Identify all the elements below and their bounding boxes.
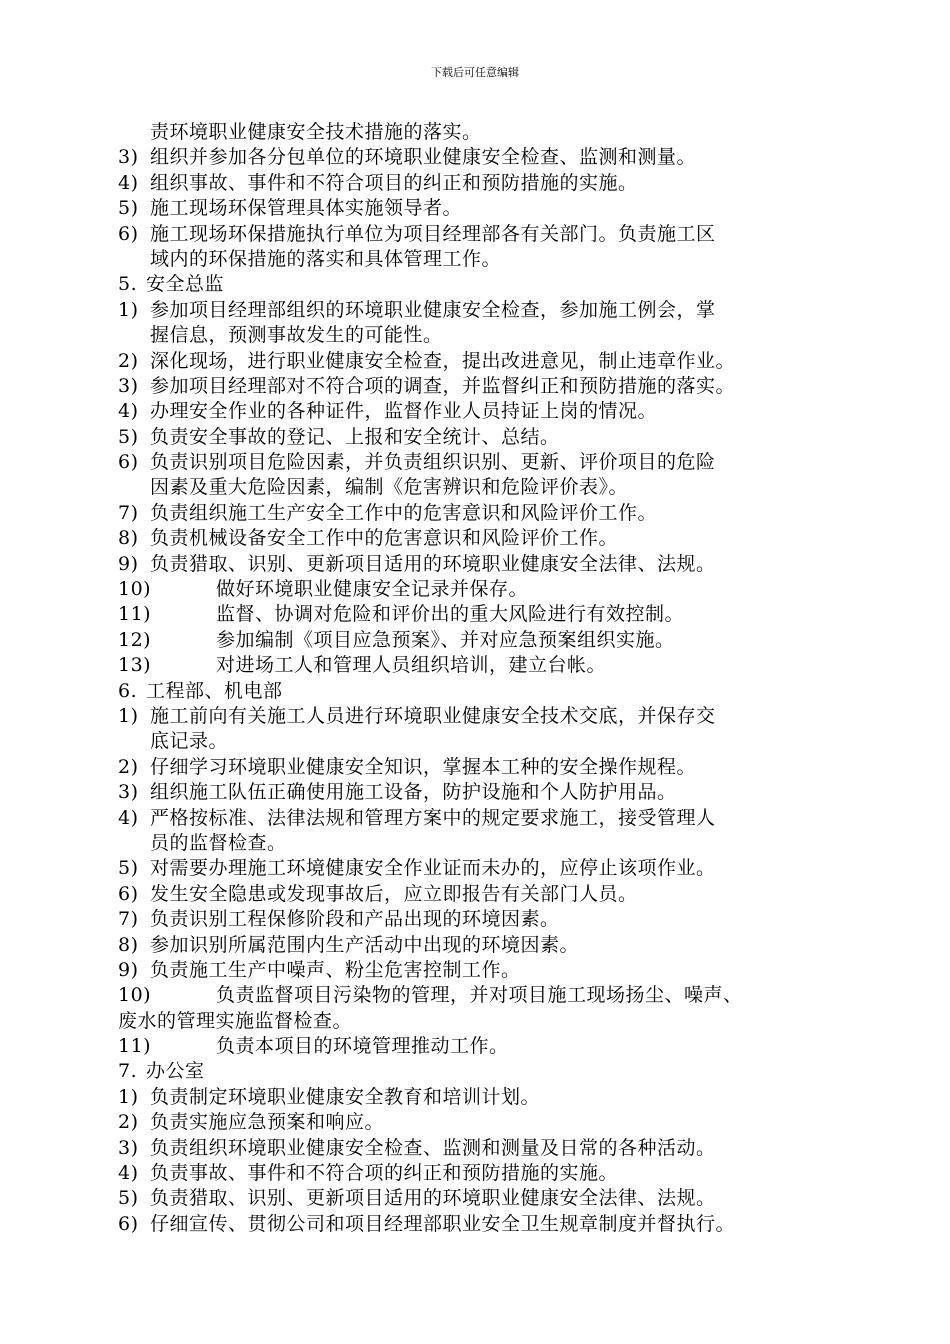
list-item xyxy=(118,526,838,551)
list-item-number: 3) xyxy=(118,1136,139,1159)
list-item xyxy=(118,628,838,653)
list-item-number: 7) xyxy=(118,908,139,931)
page-header-watermark: 下载后可任意编辑 xyxy=(431,66,519,79)
list-item xyxy=(118,806,838,831)
list-item-number: 6) xyxy=(118,1212,139,1235)
section-number: 7. xyxy=(118,1060,138,1083)
list-item-text: 负责安全事故的登记、上报和安全统计、总结。 xyxy=(150,425,560,448)
list-item-text: 负责实施应急预案和响应。 xyxy=(150,1111,385,1134)
list-item xyxy=(118,349,838,374)
list-item-text: 负责制定环境职业健康安全教育和培训计划。 xyxy=(150,1085,541,1108)
list-item xyxy=(118,475,838,500)
list-item-number: 1) xyxy=(118,298,139,321)
list-item-text: 负责识别工程保修阶段和产品出现的环境因素。 xyxy=(150,908,560,931)
list-item-number: 6) xyxy=(118,222,139,245)
list-item xyxy=(118,653,838,678)
list-item-text: 参加编制《项目应急预案》、并对应急预案组织实施。 xyxy=(216,628,675,651)
list-item xyxy=(118,552,838,577)
list-item-text: 组织并参加各分包单位的环境职业健康安全检查、监测和测量。 xyxy=(150,146,697,169)
list-item-number: 4) xyxy=(118,1162,139,1185)
list-item-number: 10) xyxy=(118,984,152,1007)
list-item-text: 参加项目经理部对不符合项的调查，并监督纠正和预防措施的落实。 xyxy=(150,374,736,397)
list-item-text: 组织事故、事件和不符合项目的纠正和预防措施的实施。 xyxy=(150,171,638,194)
list-item-number: 2) xyxy=(118,755,139,778)
list-item xyxy=(118,729,838,754)
document-body xyxy=(118,120,838,1237)
list-item-number: 5) xyxy=(118,197,139,220)
list-item xyxy=(118,399,838,424)
section-title: 安全总监 xyxy=(146,273,225,296)
section-number: 5. xyxy=(118,273,138,296)
list-item-number: 1) xyxy=(118,704,139,727)
list-item-text: 施工现场环保措施执行单位为项目经理部各有关部门。负责施工区 xyxy=(150,222,716,245)
list-item-number: 3) xyxy=(118,781,139,804)
list-item-text: 负责猎取、识别、更新项目适用的环境职业健康安全法律、法规。 xyxy=(150,1187,716,1210)
list-item-text: 办理安全作业的各种证件，监督作业人员持证上岗的情况。 xyxy=(150,400,658,423)
list-item-text: 握信息，预测事故发生的可能性。 xyxy=(150,324,443,347)
list-item-text: 参加识别所属范围内生产活动中出现的环境因素。 xyxy=(150,933,580,956)
list-item xyxy=(118,577,838,602)
list-item xyxy=(118,1085,838,1110)
list-item-number: 3) xyxy=(118,374,139,397)
list-item-number: 6) xyxy=(118,882,139,905)
list-item-text: 做好环境职业健康安全记录并保存。 xyxy=(216,578,529,601)
list-item-text: 参加项目经理部组织的环境职业健康安全检查，参加施工例会，掌 xyxy=(150,298,716,321)
list-item-text: 负责机械设备安全工作中的危害意识和风险评价工作。 xyxy=(150,527,619,550)
list-item-number: 2) xyxy=(118,1111,139,1134)
list-item-number: 6) xyxy=(118,451,139,474)
list-item-number: 5) xyxy=(118,425,139,448)
list-item-text: 负责识别项目危险因素，并负责组织识别、更新、评价项目的危险 xyxy=(150,451,716,474)
section-title: 工程部、机电部 xyxy=(146,679,283,702)
list-item xyxy=(118,1161,838,1186)
list-item-number: 1) xyxy=(118,1085,139,1108)
list-item xyxy=(118,1110,838,1135)
list-item-text: 负责监督项目污染物的管理，并对项目施工现场扬尘、噪声、 xyxy=(216,984,743,1007)
list-item-text: 负责事故、事件和不符合项的纠正和预防措施的实施。 xyxy=(150,1162,619,1185)
list-item xyxy=(118,1186,838,1211)
list-item xyxy=(118,755,838,780)
list-item xyxy=(118,171,838,196)
list-item xyxy=(118,856,838,881)
list-item xyxy=(118,501,838,526)
list-item-number: 9) xyxy=(118,552,139,575)
list-item-number: 2) xyxy=(118,349,139,372)
list-item-text: 因素及重大危险因素，编制《危害辨识和危险评价表》。 xyxy=(150,476,629,499)
list-item-text: 底记录。 xyxy=(150,730,229,753)
list-item xyxy=(118,1136,838,1161)
section-number: 6. xyxy=(118,679,138,702)
list-item xyxy=(118,958,838,983)
list-item-text: 深化现场，进行职业健康安全检查，提出改进意见，制止违章作业。 xyxy=(150,349,736,372)
list-item-number: 10) xyxy=(118,578,152,601)
list-item-text: 员的监督检查。 xyxy=(150,831,287,854)
list-item-text: 负责施工生产中噪声、粉尘危害控制工作。 xyxy=(150,958,521,981)
list-item xyxy=(118,222,838,247)
list-item-number: 11) xyxy=(118,603,152,626)
list-item-text: 废水的管理实施监督检查。 xyxy=(118,1009,353,1032)
list-item xyxy=(118,1212,838,1237)
list-item xyxy=(118,120,838,145)
list-item-number: 4) xyxy=(118,171,139,194)
list-item-text: 施工前向有关施工人员进行环境职业健康安全技术交底，并保存交 xyxy=(150,704,716,727)
list-item xyxy=(118,1034,838,1059)
list-item-text: 负责组织施工生产安全工作中的危害意识和风险评价工作。 xyxy=(150,501,658,524)
list-item-text: 域内的环保措施的落实和具体管理工作。 xyxy=(150,247,502,270)
list-item xyxy=(118,374,838,399)
list-item xyxy=(118,704,838,729)
list-item-text: 监督、协调对危险和评价出的重大风险进行有效控制。 xyxy=(216,603,685,626)
list-item xyxy=(118,933,838,958)
list-item xyxy=(118,1009,838,1034)
list-item-number: 3) xyxy=(118,146,139,169)
list-item-number: 8) xyxy=(118,933,139,956)
list-item-text: 负责本项目的环境管理推动工作。 xyxy=(216,1035,509,1058)
list-item-text: 对需要办理施工环境健康安全作业证而未办的，应停止该项作业。 xyxy=(150,857,716,880)
list-item-text: 对进场工人和管理人员组织培训，建立台帐。 xyxy=(216,654,607,677)
list-item-text: 责环境职业健康安全技术措施的落实。 xyxy=(150,121,482,143)
list-item-number: 13) xyxy=(118,654,152,677)
list-item xyxy=(118,450,838,475)
section-title: 办公室 xyxy=(146,1060,205,1083)
list-item-text: 负责组织环境职业健康安全检查、监测和测量及日常的各种活动。 xyxy=(150,1136,716,1159)
list-item-number: 4) xyxy=(118,806,139,829)
list-item xyxy=(118,983,838,1008)
list-item-number: 4) xyxy=(118,400,139,423)
list-item xyxy=(118,196,838,221)
list-item xyxy=(118,602,838,627)
section-heading xyxy=(118,679,838,704)
list-item xyxy=(118,145,838,170)
list-item-number: 5) xyxy=(118,1187,139,1210)
list-item-number: 8) xyxy=(118,527,139,550)
list-item xyxy=(118,425,838,450)
list-item-text: 负责猎取、识别、更新项目适用的环境职业健康安全法律、法规。 xyxy=(150,552,716,575)
section-heading xyxy=(118,272,838,297)
list-item-text: 仔细学习环境职业健康安全知识，掌握本工种的安全操作规程。 xyxy=(150,755,697,778)
list-item xyxy=(118,323,838,348)
list-item xyxy=(118,298,838,323)
section-heading xyxy=(118,1059,838,1084)
list-item xyxy=(118,907,838,932)
list-item-number: 11) xyxy=(118,1035,152,1058)
list-item-number: 9) xyxy=(118,958,139,981)
list-item xyxy=(118,831,838,856)
list-item xyxy=(118,780,838,805)
list-item-text: 施工现场环保管理具体实施领导者。 xyxy=(150,197,463,220)
list-item-text: 发生安全隐患或发现事故后，应立即报告有关部门人员。 xyxy=(150,882,638,905)
list-item xyxy=(118,247,838,272)
list-item-number: 5) xyxy=(118,857,139,880)
list-item-number: 12) xyxy=(118,628,152,651)
list-item-text: 严格按标准、法律法规和管理方案中的规定要求施工，接受管理人 xyxy=(150,806,716,829)
list-item-number: 7) xyxy=(118,501,139,524)
list-item xyxy=(118,882,838,907)
list-item-text: 组织施工队伍正确使用施工设备，防护设施和个人防护用品。 xyxy=(150,781,677,804)
list-item-text: 仔细宣传、贯彻公司和项目经理部职业安全卫生规章制度并督执行。 xyxy=(150,1212,736,1235)
